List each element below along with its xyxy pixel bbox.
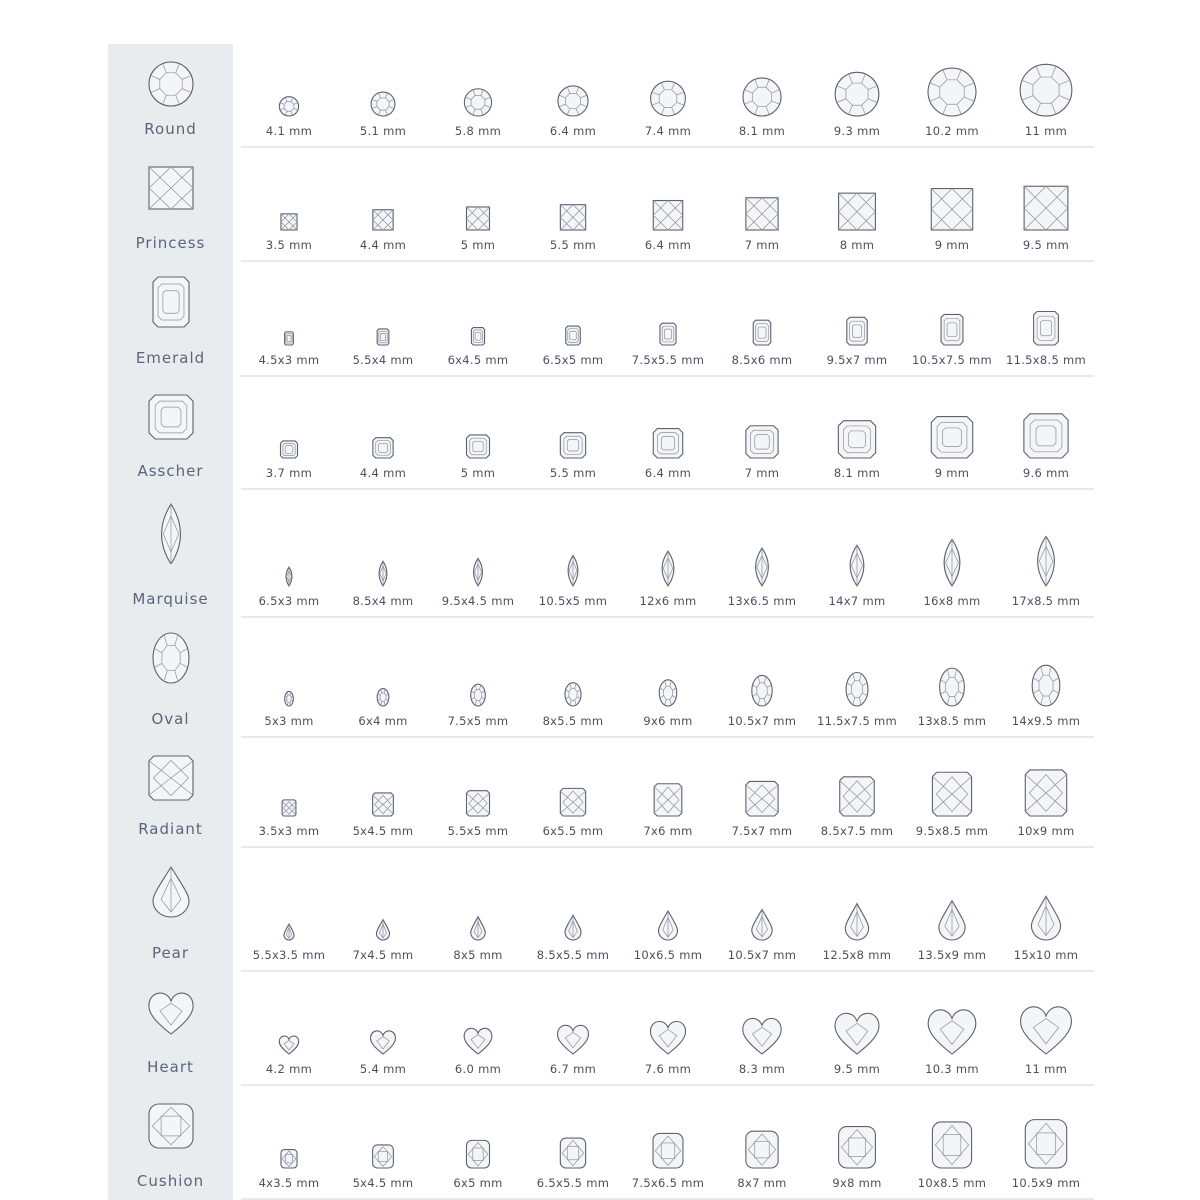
shape-label-cell (108, 377, 233, 490)
shape-name: Princess (135, 234, 206, 252)
radiant-gem-icon (146, 748, 196, 812)
shape-row-radiant (108, 738, 1094, 848)
size-label: 8.1 mm (738, 124, 786, 138)
shape-name: Pear (151, 944, 190, 962)
size-label: 6.5x3 mm (258, 594, 320, 608)
size-label: 9x6 mm (643, 714, 693, 728)
size-label: 6x4.5 mm (447, 353, 509, 367)
size-label: 14x7 mm (828, 594, 886, 608)
size-label: 6.5x5 mm (542, 353, 604, 367)
shape-label-cell (108, 1086, 233, 1200)
size-label: 6.4 mm (644, 466, 692, 480)
size-label: 8 mm (839, 238, 875, 252)
size-label: 8x7 mm (737, 1176, 787, 1190)
marquise-gem-icon (146, 500, 196, 564)
size-label: 15x10 mm (1013, 948, 1079, 962)
shape-row-princess (108, 148, 1094, 262)
size-label: 9 mm (934, 238, 970, 252)
shape-name: Oval (151, 710, 190, 728)
size-label: 9 mm (934, 466, 970, 480)
size-label: 3.5x3 mm (258, 824, 320, 838)
shape-name: Heart (147, 1058, 194, 1076)
shape-label-cell (108, 972, 233, 1086)
size-label: 12.5x8 mm (822, 948, 892, 962)
size-label: 9.5 mm (1022, 238, 1070, 252)
size-label: 10.5x5 mm (538, 594, 608, 608)
pear-gem-icon (146, 858, 196, 922)
size-label: 5.1 mm (359, 124, 407, 138)
size-label: 9.5x4.5 mm (441, 594, 515, 608)
size-label: 10x8.5 mm (917, 1176, 987, 1190)
size-label: 9.6 mm (1022, 466, 1070, 480)
size-label: 4.2 mm (265, 1062, 313, 1076)
size-label: 6x5.5 mm (542, 824, 604, 838)
shape-label-cell (108, 618, 233, 738)
shape-row-asscher (108, 377, 1094, 490)
size-label: 10.2 mm (925, 124, 979, 138)
emerald-gem-icon (146, 272, 196, 336)
size-label: 7.5x6.5 mm (631, 1176, 705, 1190)
size-label: 5x4.5 mm (352, 1176, 414, 1190)
size-label: 11.5x7.5 mm (816, 714, 898, 728)
size-label: 9.3 mm (833, 124, 881, 138)
size-label: 5.5x5 mm (447, 824, 509, 838)
size-label: 4x3.5 mm (258, 1176, 320, 1190)
size-label: 7.4 mm (644, 124, 692, 138)
size-label: 5.8 mm (454, 124, 502, 138)
shape-row-emerald (108, 262, 1094, 377)
size-label: 4.1 mm (265, 124, 313, 138)
princess-gem-9 (108, 148, 109, 149)
radiant-gem-9 (108, 738, 109, 739)
size-label: 17x8.5 mm (1011, 594, 1081, 608)
size-label: 7.5x5.5 mm (631, 353, 705, 367)
size-label: 3.7 mm (265, 466, 313, 480)
size-label: 5.5x3.5 mm (252, 948, 326, 962)
size-label: 13.5x9 mm (917, 948, 987, 962)
size-label: 9.5x7 mm (826, 353, 888, 367)
size-label: 10.5x7.5 mm (911, 353, 993, 367)
heart-gem-9 (108, 972, 109, 973)
size-label: 6.5x5.5 mm (536, 1176, 610, 1190)
cushion-gem-icon (146, 1096, 196, 1160)
size-label: 4.5x3 mm (258, 353, 320, 367)
pear-gem-9 (108, 848, 109, 849)
shape-name: Emerald (135, 349, 206, 367)
size-label: 6x5 mm (453, 1176, 503, 1190)
shape-row-marquise (108, 490, 1094, 618)
shape-name: Round (144, 120, 197, 138)
size-label: 5 mm (460, 466, 496, 480)
shape-label-cell (108, 262, 233, 377)
size-label: 10x9 mm (1017, 824, 1075, 838)
shape-label-cell (108, 148, 233, 262)
size-label: 6.0 mm (454, 1062, 502, 1076)
size-label: 11 mm (1024, 124, 1068, 138)
size-label: 5x3 mm (264, 714, 314, 728)
oval-gem-icon (146, 628, 196, 692)
size-label: 10x6.5 mm (633, 948, 703, 962)
size-label: 9.5 mm (833, 1062, 881, 1076)
size-label: 5.5 mm (549, 238, 597, 252)
shape-name: Asscher (137, 462, 204, 480)
cushion-gem-9 (108, 1086, 109, 1087)
size-label: 14x9.5 mm (1011, 714, 1081, 728)
shape-label-cell (108, 44, 233, 148)
shape-label-cell (108, 738, 233, 848)
shape-name: Radiant (138, 820, 203, 838)
shape-name: Cushion (136, 1172, 205, 1190)
size-label: 10.3 mm (925, 1062, 979, 1076)
size-label: 7.5x7 mm (731, 824, 793, 838)
shape-row-round (108, 44, 1094, 148)
size-label: 13x6.5 mm (727, 594, 797, 608)
size-label: 6.4 mm (644, 238, 692, 252)
size-label: 7.5x5 mm (447, 714, 509, 728)
size-label: 4.4 mm (359, 466, 407, 480)
size-label: 11 mm (1024, 1062, 1068, 1076)
size-label: 5.5x4 mm (352, 353, 414, 367)
princess-gem-icon (146, 158, 196, 222)
round-gem-icon (146, 54, 196, 118)
asscher-gem-9 (108, 377, 109, 378)
shape-row-cushion (108, 1086, 1094, 1200)
size-label: 4.4 mm (359, 238, 407, 252)
size-label: 10.5x9 mm (1011, 1176, 1081, 1190)
size-label: 10.5x7 mm (727, 948, 797, 962)
size-label: 7.6 mm (644, 1062, 692, 1076)
size-label: 3.5 mm (265, 238, 313, 252)
size-label: 13x8.5 mm (917, 714, 987, 728)
size-label: 6.7 mm (549, 1062, 597, 1076)
shape-row-pear (108, 848, 1094, 972)
size-label: 8x5.5 mm (542, 714, 604, 728)
emerald-gem-9 (108, 262, 109, 263)
shape-name: Marquise (132, 590, 209, 608)
size-label: 8.3 mm (738, 1062, 786, 1076)
heart-gem-icon (146, 982, 196, 1046)
size-label: 8.5x4 mm (352, 594, 414, 608)
size-label: 7 mm (744, 466, 780, 480)
marquise-gem-9 (108, 490, 109, 491)
size-label: 8x5 mm (453, 948, 503, 962)
size-label: 8.5x5.5 mm (536, 948, 610, 962)
size-label: 5x4.5 mm (352, 824, 414, 838)
shape-label-cell (108, 490, 233, 618)
round-gem-9 (108, 44, 109, 45)
size-label: 16x8 mm (923, 594, 981, 608)
shape-row-heart (108, 972, 1094, 1086)
size-label: 7 mm (744, 238, 780, 252)
size-label: 11.5x8.5 mm (1005, 353, 1087, 367)
size-label: 8.1 mm (833, 466, 881, 480)
size-label: 9x8 mm (832, 1176, 882, 1190)
shape-row-oval (108, 618, 1094, 738)
size-label: 5 mm (460, 238, 496, 252)
asscher-gem-icon (146, 387, 196, 451)
size-label: 5.4 mm (359, 1062, 407, 1076)
size-label: 12x6 mm (639, 594, 697, 608)
size-label: 7x4.5 mm (352, 948, 414, 962)
size-label: 7x6 mm (643, 824, 693, 838)
shape-label-cell (108, 848, 233, 972)
size-label: 6x4 mm (358, 714, 408, 728)
size-label: 6.4 mm (549, 124, 597, 138)
size-label: 8.5x6 mm (731, 353, 793, 367)
size-label: 5.5 mm (549, 466, 597, 480)
size-label: 8.5x7.5 mm (820, 824, 894, 838)
oval-gem-9 (108, 618, 109, 619)
size-label: 10.5x7 mm (727, 714, 797, 728)
size-label: 9.5x8.5 mm (915, 824, 989, 838)
